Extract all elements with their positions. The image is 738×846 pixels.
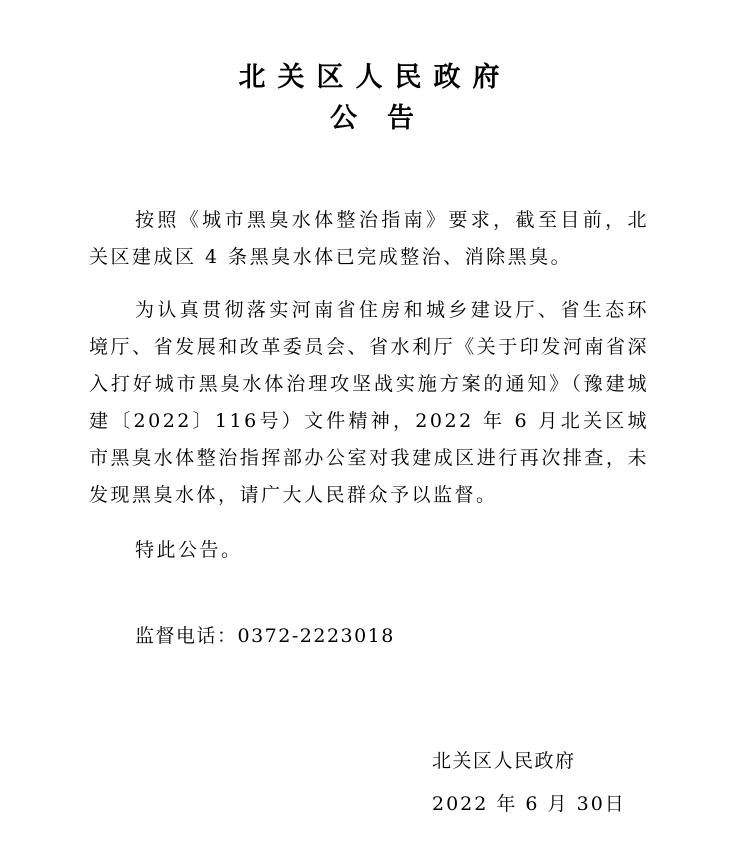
- signature-date: 2022 年 6 月 30日: [432, 793, 626, 815]
- body-paragraph-1: 按照《城市黑臭水体整治指南》要求，截至目前，北关区建成区 4 条黑臭水体已完成整治、消除黑臭。: [89, 209, 649, 268]
- issuer-title: 北关区人民政府: [238, 62, 512, 93]
- supervision-phone: 监督电话：0372-2223018: [135, 625, 395, 647]
- body-paragraph-3: 特此公告。: [135, 539, 243, 561]
- body-paragraph-2: 为认真贯彻落实河南省住房和城乡建设厅、省生态环境厅、省发展和改革委员会、省水利厅《关于印发河南省深入打好城市黑臭水体治理攻坚战实施方案的通知》（豫建城建〔2022〕116号）文件精神，2022 年 6 月北关区城市黑臭水体整治指挥部办公室对我建成区进行再次排查，未发现黑臭水体，请广大人民群众予以监督。: [89, 299, 649, 506]
- signature-organization: 北关区人民政府: [432, 750, 576, 772]
- document-type-title: 公告: [330, 103, 444, 134]
